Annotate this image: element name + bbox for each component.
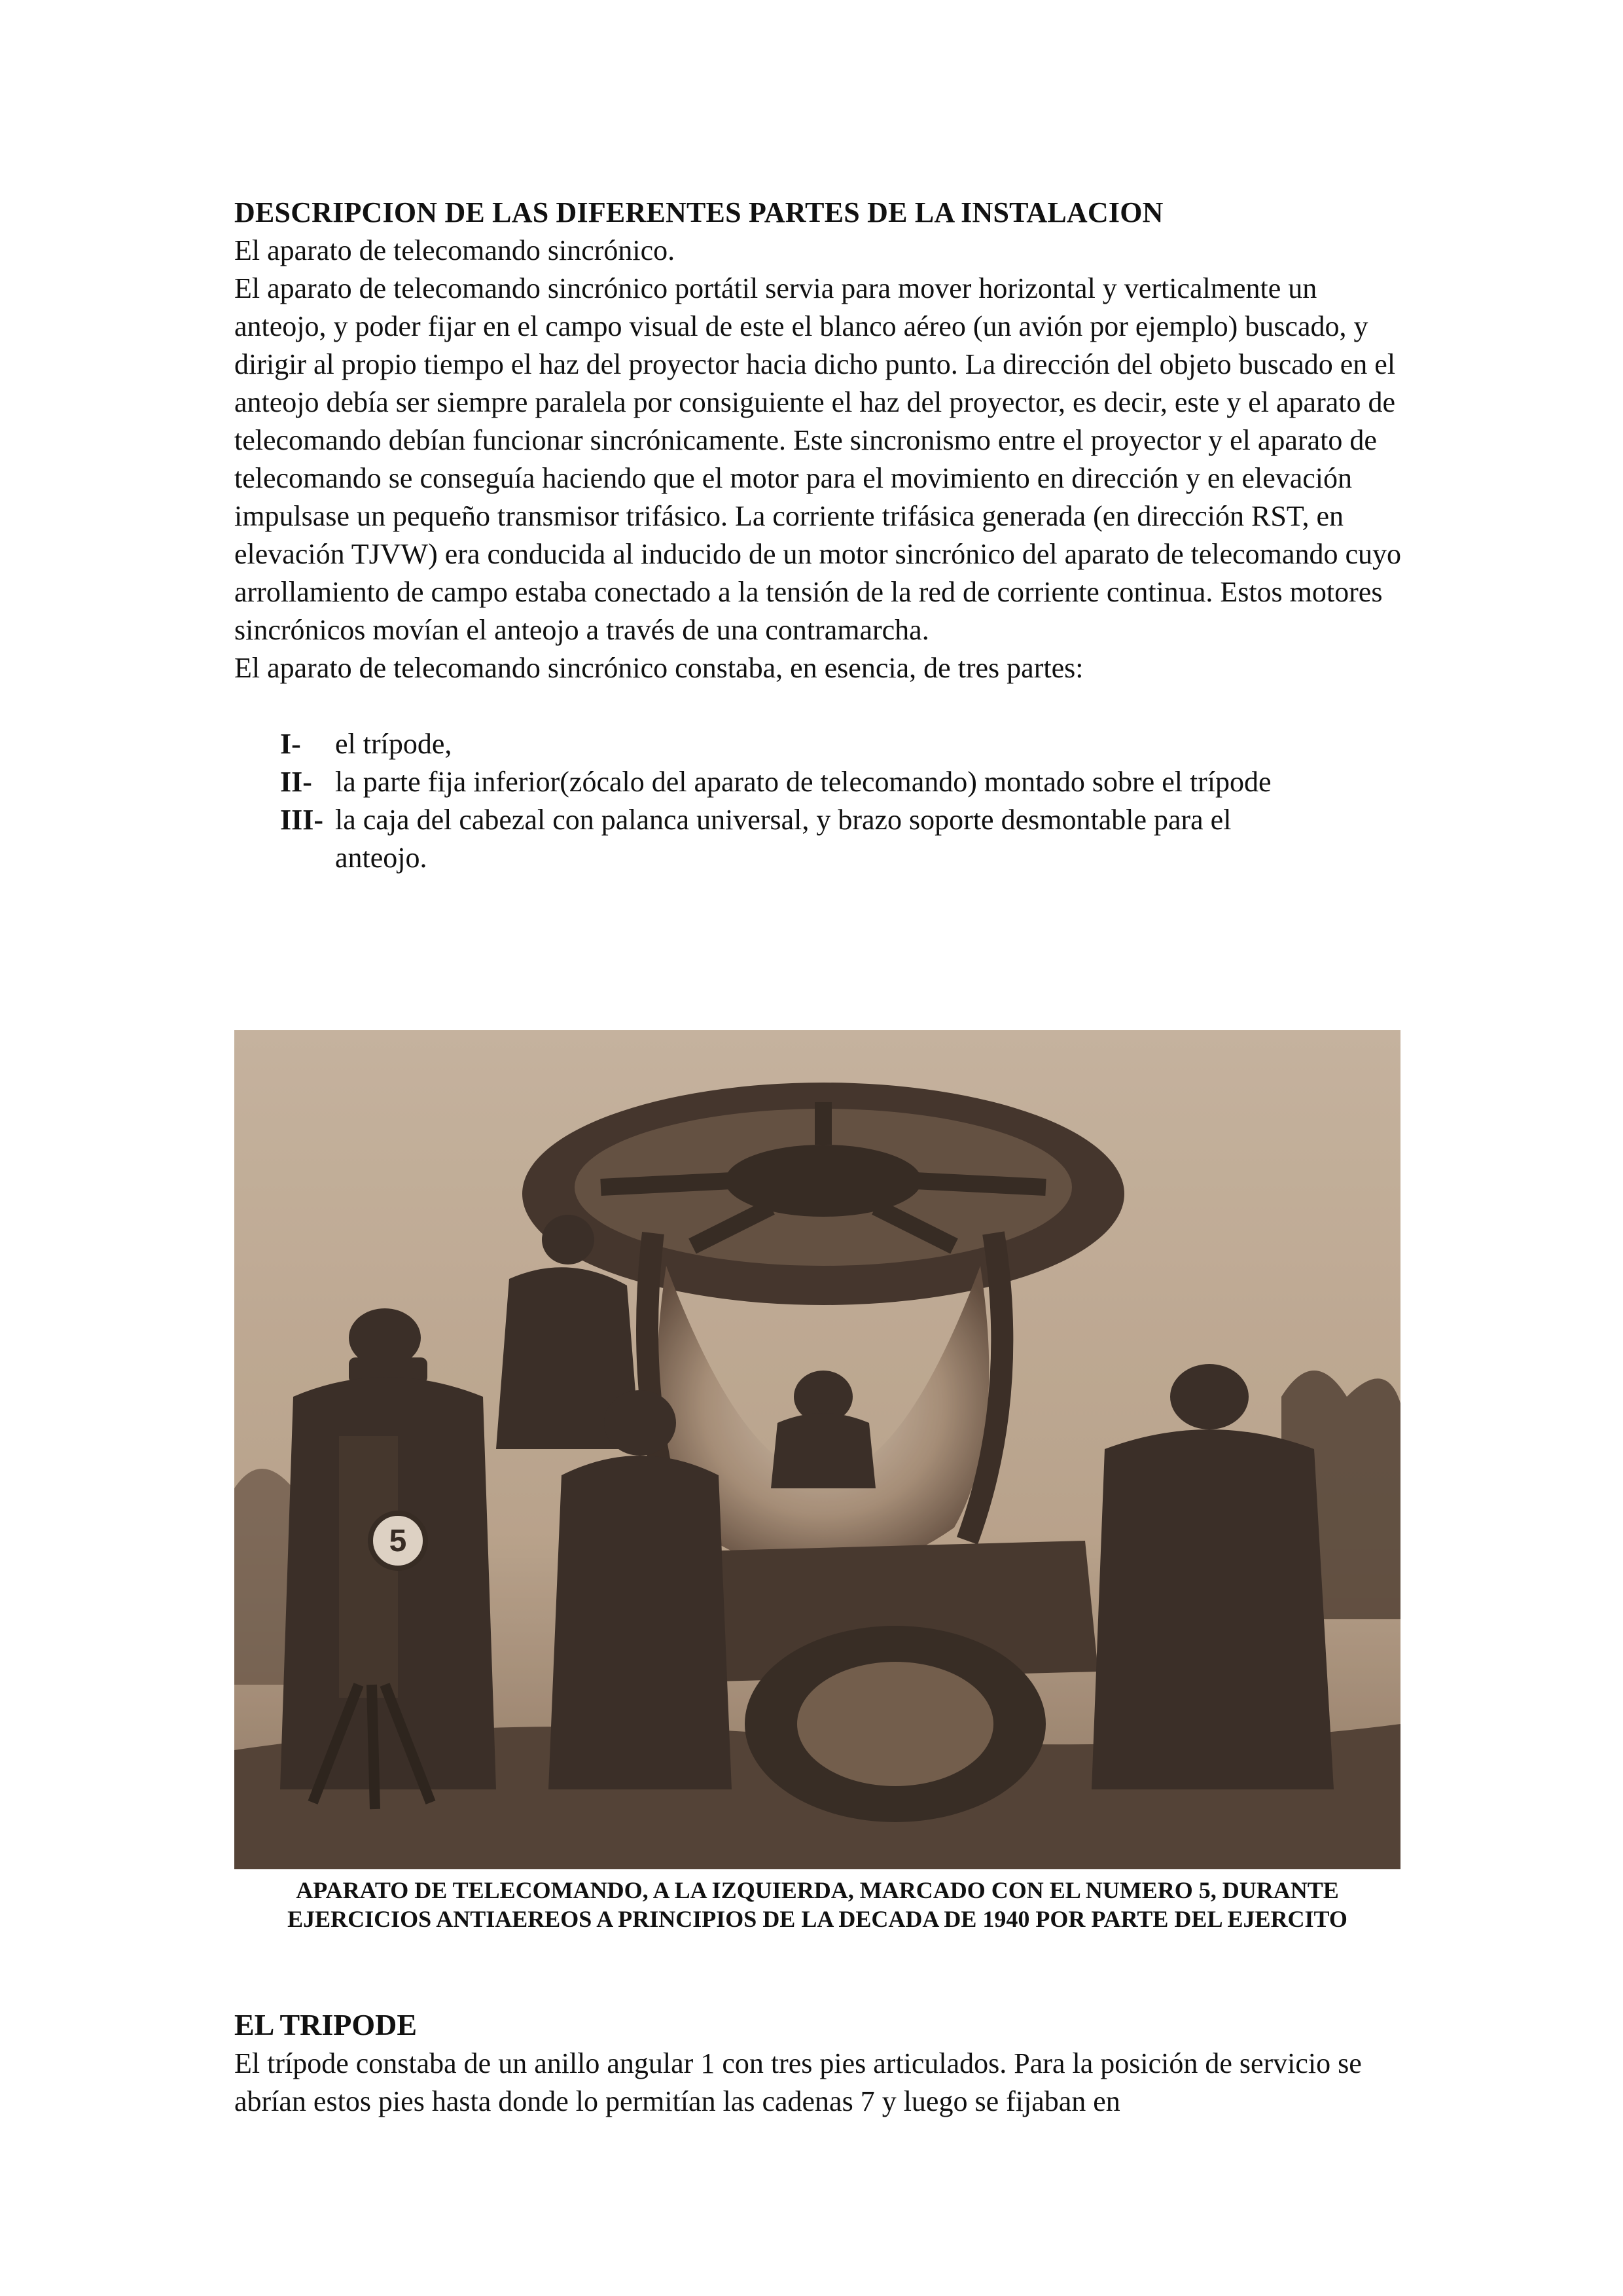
list-text: la parte fija inferior(zócalo del aparato de telecomando) montado sobre el trípode [335, 766, 1272, 798]
section-paragraph: El trípode constaba de un anillo angular 1 con tres pies articulados. Para la posición de servicio se abrían estos pies hasta donde lo permitían las cadenas 7 y luego se fijaban en [234, 2047, 1362, 2117]
photo-caption: APARATO DE TELECOMANDO, A LA IZQUIERDA, MARCADO CON EL NUMERO 5, DURANTE EJERCICIOS ANTIAEREOS A PRINCIPIOS DE LA DECADA DE 1940 POR PARTE DEL EJERCITO [287, 1877, 1347, 1932]
tripod-section [234, 2005, 1406, 2121]
list-text: el trípode, [335, 728, 452, 760]
list-item [234, 801, 1406, 877]
photo-tint [234, 1030, 1400, 1869]
page-heading: DESCRIPCION DE LAS DIFERENTES PARTES DE LA INSTALACION [234, 196, 1164, 228]
subheading: El aparato de telecomando sincrónico. [234, 234, 675, 266]
parts-list [234, 725, 1406, 877]
list-marker: II- [280, 766, 312, 798]
intro-section [234, 194, 1406, 906]
list-item [234, 763, 1406, 801]
section-title: EL TRIPODE [234, 2008, 418, 2041]
historical-photograph [234, 1030, 1400, 1869]
list-marker: III- [280, 804, 324, 836]
parts-intro: El aparato de telecomando sincrónico constaba, en esencia, de tres partes: [234, 652, 1084, 684]
number-badge-label: 5 [389, 1524, 407, 1558]
list-text: la caja del cabezal con palanca universal, y brazo soporte desmontable para el anteojo. [335, 804, 1232, 874]
list-item [234, 725, 1406, 763]
description-paragraph: El aparato de telecomando sincrónico portátil servia para mover horizontal y verticalmente un anteojo, y poder fijar en el campo visual de este el blanco aéreo (un avión por ejemplo) buscado, y dirigir al propio tiempo el haz del proyector hacia dicho punto. La dirección del objeto buscado en el anteojo debía ser siempre paralela por consiguiente el haz del proyector, es decir, este y el aparato de telecomando debían funcionar sincrónicamente. Este sincronismo entre el proyector y el aparato de telecomando se conseguía haciendo que el motor para el movimiento en dirección y en elevación impulsase un pequeño transmisor trifásico. La corriente trifásica generada (en dirección RST, en elevación TJVW) era conducida al inducido de un motor sincrónico del aparato de telecomando cuyo arrollamiento de campo estaba conectado a la tensión de la red de corriente continua. Estos motores sincrónicos movían el anteojo a través de una contramarcha. [234, 272, 1401, 646]
list-marker: I- [280, 728, 301, 760]
photo-illustration [234, 1030, 1400, 1869]
